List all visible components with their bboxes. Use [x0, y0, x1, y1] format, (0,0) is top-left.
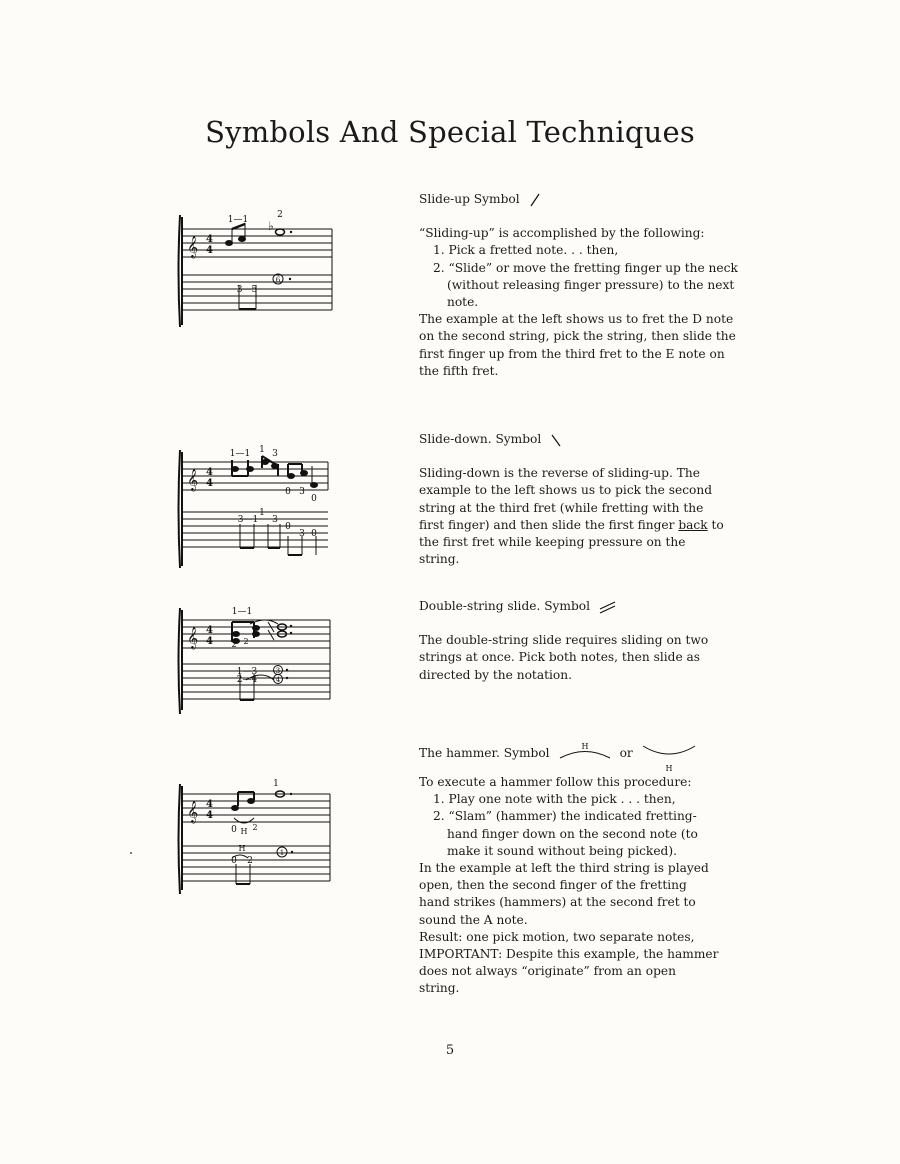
slide-up-intro: “Sliding-up” is accomplished by the following: [419, 226, 705, 241]
slide-down-tab-b: 1 [259, 508, 265, 518]
hammer-step: 1. Play one note with the pick . . . then, [433, 792, 676, 807]
double-slide-notation [170, 602, 340, 722]
svg-text:4: 4 [206, 467, 213, 478]
double-slide-body: The double-string slide requires sliding on two strings at once. Pick both notes, then slide as directed by the notation. [419, 633, 709, 682]
svg-text:𝄞: 𝄞 [187, 801, 199, 823]
svg-text:4: 4 [206, 625, 213, 636]
slide-up-heading-label: Slide-up Symbol [419, 192, 520, 206]
hammer-connector: or [619, 746, 633, 761]
hammer-body: In the example at left the third string is played open, then the second finger of the fretting hand strikes (hammers) at the second fret to sound the A note. [419, 861, 709, 927]
hammer-heading [419, 734, 719, 774]
slide-up-symbol-icon [528, 193, 542, 207]
slide-down-notation [170, 440, 340, 570]
double-slide-tab-bottom: 2—4 [236, 675, 258, 685]
hammer-symbol-letter: H [581, 742, 589, 751]
hammer-important: IMPORTANT: Despite this example, the hammer does not always “originate” from an open string. [419, 947, 719, 996]
slide-down-body-underlined: back [678, 517, 708, 532]
treble-clef: 𝄞 [187, 236, 199, 258]
hammer-symbol-over-icon [558, 741, 612, 767]
hammer-result: Result: one pick motion, two separate notes, [419, 929, 695, 944]
svg-text:4: 4 [206, 234, 213, 245]
svg-text:𝄞: 𝄞 [187, 469, 199, 491]
slide-down-open-bottom: 0 [311, 494, 317, 504]
hammer-text [419, 734, 719, 998]
slide-up-tab: 3—5 [236, 285, 258, 295]
slide-down-fingering-a: 1—1 [229, 449, 251, 459]
page-number: 5 [445, 1043, 455, 1058]
slide-up-string-circle: 6 [275, 276, 281, 284]
slide-down-body [419, 465, 729, 568]
svg-text:4: 4 [206, 636, 213, 647]
slide-up-body: The example at the left shows us to fret the D note on the second string, pick the string, then slide the first finger up from the third fret to the E note on the fifth fret. [419, 312, 736, 378]
svg-text:4: 4 [206, 799, 213, 810]
double-slide-heading-label: Double-string slide. Symbol [419, 599, 591, 613]
hammer-step: 2. “Slam” (hammer) the indicated fretting-hand finger down on the second note (to make it sound without being picked). [433, 809, 698, 858]
slide-down-fingering-b: 1 [259, 445, 265, 455]
double-slide-finger-low: 2 [231, 640, 237, 649]
hammer-steps [419, 791, 719, 860]
slide-down-tab-c: 3 [272, 515, 278, 525]
double-slide-heading [419, 598, 719, 615]
slide-down-tab-f: 0 [311, 529, 317, 539]
hammer-notation [170, 778, 340, 898]
double-slide-finger-high: 2 [243, 637, 249, 646]
slide-down-fingering-c: 3 [272, 449, 278, 459]
slide-down-tab-d: 0 [285, 522, 291, 532]
svg-text:4: 4 [206, 810, 213, 821]
hammer-heading-label: The hammer. Symbol [419, 746, 550, 761]
slide-down-heading-label: Slide-down. Symbol [419, 432, 542, 446]
hammer-fingering: 1 [273, 779, 279, 789]
hammer-symbol-under-icon [641, 744, 697, 774]
slide-up-step: 1. Pick a fretted note. . . then, [433, 243, 619, 258]
double-slide-staff-svg [170, 602, 340, 722]
double-slide-tab-top: 1—3 [236, 667, 258, 677]
hammer-intro: To execute a hammer follow this procedure: [419, 775, 692, 789]
hammer-tab-fret: 2 [247, 856, 253, 866]
hammer-label-open: 0 [231, 825, 237, 835]
svg-text:♭: ♭ [268, 219, 274, 233]
slide-down-body-part: to the first fret while keeping pressure on the string. [419, 517, 724, 567]
stray-mark [130, 852, 132, 854]
slide-up-fingering: 1—1 [227, 215, 249, 225]
slide-down-tab-e: 3 [299, 529, 305, 539]
slide-down-staff-svg [170, 440, 340, 570]
slide-up-heading [419, 191, 739, 208]
slide-down-heading [419, 431, 729, 448]
slide-down-body-part: Sliding-down is the reverse of sliding-up. The example to the left shows us to pick the second string at the third fret (while fretting with the first finger) and then slide the first finger [419, 466, 713, 532]
hammer-label-h: H [240, 827, 248, 836]
hammer-tab-h: H [238, 844, 246, 853]
hammer-symbol-letter-2: H [665, 764, 673, 773]
slide-down-text [419, 431, 729, 568]
slide-down-tab-a: 3—1 [237, 515, 259, 525]
slide-up-steps [419, 242, 739, 311]
slide-up-staff-svg [170, 205, 340, 335]
double-slide-symbol-icon [598, 600, 618, 614]
slide-down-fret-3: 3 [299, 487, 305, 497]
double-slide-tab-end-bottom: 4 [275, 676, 281, 684]
slide-down-symbol-icon [549, 433, 563, 447]
svg-text:𝄞: 𝄞 [187, 627, 199, 649]
slide-up-step: 2. “Slide” or move the fretting finger up the neck (without releasing finger pressure) to the next note. [433, 260, 738, 310]
hammer-string-circle: 1 [279, 849, 285, 857]
double-slide-tab-end-top: 3 [275, 667, 281, 675]
slide-up-accidental-fret: 2 [277, 210, 283, 220]
hammer-tab-open: 0 [231, 856, 237, 866]
double-slide-text [419, 598, 719, 684]
svg-text:4: 4 [206, 245, 213, 256]
double-slide-fingering: 1—1 [231, 607, 253, 617]
slide-down-open-low: 0 [285, 487, 291, 497]
svg-text:4: 4 [206, 478, 213, 489]
slide-up-text [419, 191, 739, 380]
slide-up-notation [170, 205, 340, 325]
hammer-label-fret: 2 [252, 823, 258, 832]
page-title: Symbols And Special Techniques [205, 115, 695, 149]
hammer-staff-svg [170, 778, 340, 898]
